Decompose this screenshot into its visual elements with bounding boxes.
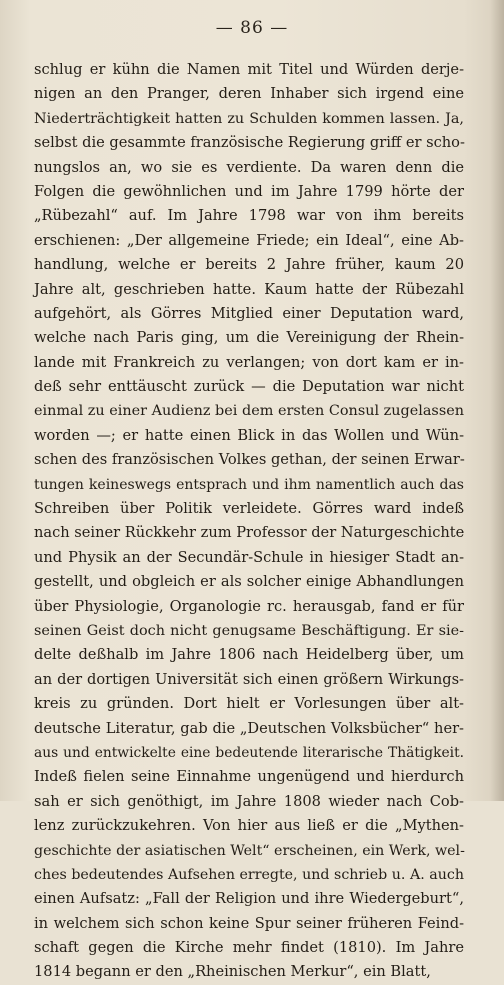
text-line: in welchem sich schon keine Spur seiner früheren Feind-: [34, 914, 464, 932]
text-line: an der dortigen Universität sich einen größern Wirkungs-: [34, 670, 464, 688]
text-line: lande mit Frankreich zu verlangen; von dort kam er in-: [34, 353, 464, 371]
text-line: kreis zu gründen. Dort hielt er Vorlesungen über alt-: [34, 695, 464, 713]
body-text: [34, 58, 464, 985]
text-line: handlung, welche er bereits 2 Jahre früher, kaum 20: [34, 256, 464, 274]
page-edge-shadow: [490, 0, 504, 801]
text-line: Folgen die gewöhnlichen und im Jahre 1799 hörte der: [34, 182, 464, 200]
text-line: geschichte der asiatischen Welt“ erscheinen, ein Werk, wel-: [34, 842, 465, 859]
text-line: über Physiologie, Organologie rc. herausgab, fand er für: [34, 597, 464, 615]
text-line: schlug er kühn die Namen mit Titel und Würden derje-: [34, 61, 464, 78]
text-line: 1814 begann er den „Rheinischen Merkur“, ein Blatt,: [34, 963, 431, 981]
text-line: Jahre alt, geschrieben hatte. Kaum hatte der Rübezahl: [34, 280, 464, 298]
text-line: einmal zu einer Audienz bei dem ersten Consul zugelassen: [34, 403, 464, 420]
text-line: deutsche Literatur, gab die „Deutschen Volksbücher“ her-: [34, 719, 464, 737]
text-line: seinen Geist doch nicht genugsame Beschäftigung. Er sie-: [34, 622, 464, 639]
text-line: worden —; er hatte einen Blick in das Wollen und Wün-: [34, 426, 464, 444]
text-line: aufgehört, als Görres Mitglied einer Deputation ward,: [34, 304, 464, 322]
text-line: schen des französischen Volkes gethan, der seinen Erwar-: [34, 451, 465, 469]
text-line: nungslos an, wo sie es verdiente. Da waren denn die: [34, 158, 464, 176]
text-line: nigen an den Pranger, deren Inhaber sich irgend eine: [34, 85, 464, 103]
text-line: gestellt, und obgleich er als solcher einige Abhandlungen: [34, 573, 464, 591]
text-line: welche nach Paris ging, um die Vereinigung der Rhein-: [34, 329, 464, 347]
text-line: Indeß fielen seine Einnahme ungenügend und hierdurch: [34, 768, 464, 786]
text-line: selbst die gesammte französische Regierung griff er scho-: [34, 134, 465, 152]
text-line: schaft gegen die Kirche mehr findet (1810). Im Jahre: [34, 939, 464, 957]
text-line: „Rübezahl“ auf. Im Jahre 1798 war von ihm bereits: [34, 207, 464, 225]
text-line: nach seiner Rückkehr zum Professor der Naturgeschichte: [34, 524, 465, 542]
text-line: deß sehr enttäuscht zurück — die Deputation war nicht: [34, 378, 464, 396]
text-line: sah er sich genöthigt, im Jahre 1808 wieder nach Cob-: [34, 792, 464, 810]
text-line: und Physik an der Secundär-Schule in hiesiger Stadt an-: [34, 548, 464, 566]
text-line: Niederträchtigkeit hatten zu Schulden kommen lassen. Ja,: [34, 110, 464, 127]
text-line: lenz zurückzukehren. Von hier aus ließ er die „Mythen-: [34, 817, 464, 835]
text-line: Schreiben über Politik verleidete. Görres ward indeß: [34, 500, 464, 518]
text-line: tungen keineswegs entsprach und ihm namentlich auch das: [34, 476, 464, 493]
text-line: aus und entwickelte eine bedeutende literarische Thätigkeit.: [34, 744, 464, 761]
text-line: erschienen: „Der allgemeine Friede; ein Ideal“, eine Ab-: [34, 231, 464, 249]
text-line: ches bedeutendes Aufsehen erregte, und schrieb u. A. auch: [34, 866, 464, 883]
text-line: einen Aufsatz: „Fall der Religion und ihre Wiedergeburt“,: [34, 890, 464, 908]
page-number: — 86 —: [215, 18, 289, 38]
text-line: delte deßhalb im Jahre 1806 nach Heidelberg über, um: [34, 646, 464, 664]
